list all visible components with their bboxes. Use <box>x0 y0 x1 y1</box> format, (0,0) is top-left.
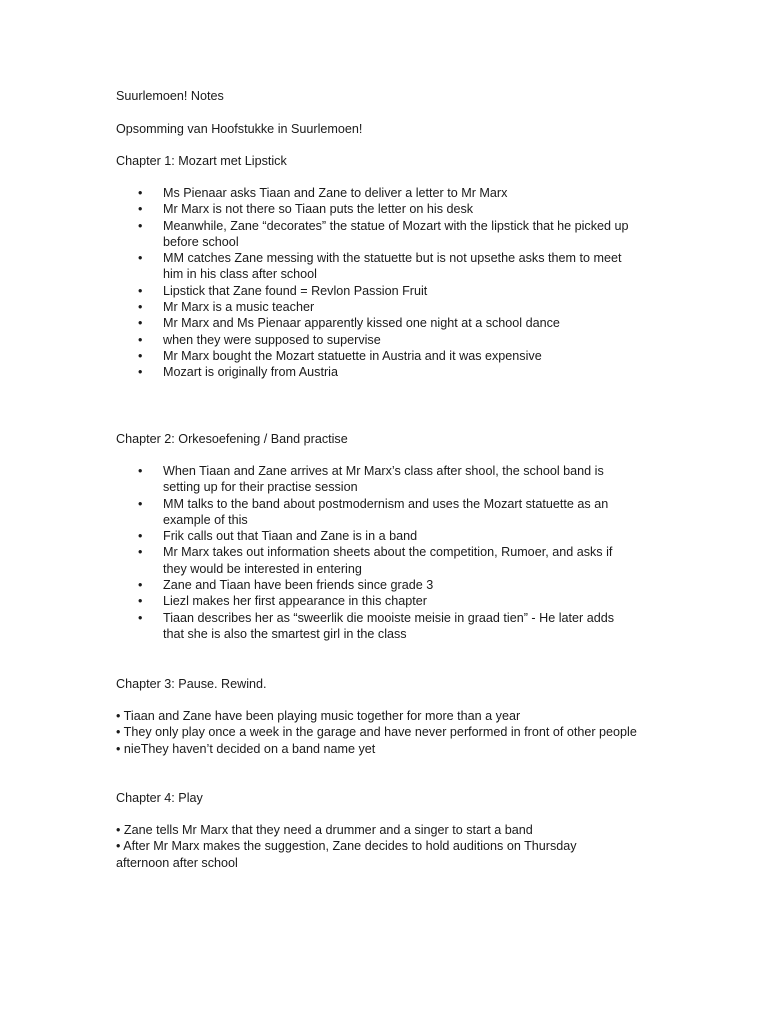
list-item: • Mr Marx bought the Mozart statuette in Austria and it was expensive <box>116 348 636 364</box>
chapter-1-heading: Chapter 1: Mozart met Lipstick <box>116 154 287 168</box>
chapter-2-list <box>116 463 636 642</box>
chapter-1-list <box>116 185 636 381</box>
list-item: • Mr Marx takes out information sheets about the competition, Rumoer, and asks if they would be interested in entering <box>116 544 636 577</box>
list-item: • Lipstick that Zane found = Revlon Passion Fruit <box>116 283 636 299</box>
list-item: • Ms Pienaar asks Tiaan and Zane to deliver a letter to Mr Marx <box>116 185 636 201</box>
list-item: • They only play once a week in the garage and have never performed in front of other people <box>116 725 637 740</box>
list-item: • Mr Marx and Ms Pienaar apparently kissed one night at a school dance <box>116 315 636 331</box>
list-item: • After Mr Marx makes the suggestion, Zane decides to hold auditions on Thursday afternoon after school <box>116 839 577 870</box>
list-item: • MM catches Zane messing with the statuette but is not upsethe asks them to meet him in his class after school <box>116 250 636 283</box>
list-item: • Mr Marx is not there so Tiaan puts the letter on his desk <box>116 201 636 217</box>
list-item: • Frik calls out that Tiaan and Zane is in a band <box>116 528 636 544</box>
list-item: • Mozart is originally from Austria <box>116 364 636 380</box>
list-item: • MM talks to the band about postmodernism and uses the Mozart statuette as an example of this <box>116 496 636 529</box>
list-item: • Zane tells Mr Marx that they need a drummer and a singer to start a band <box>116 823 533 837</box>
list-item: • Tiaan and Zane have been playing music together for more than a year <box>116 709 521 723</box>
chapter-4-heading: Chapter 4: Play <box>116 791 203 805</box>
list-item: • When Tiaan and Zane arrives at Mr Marx’s class after shool, the school band is setting up for their practise session <box>116 463 636 496</box>
list-item: • Tiaan describes her as “sweerlik die mooiste meisie in graad tien” - He later adds that she is also the smartest girl in the class <box>116 610 636 643</box>
document-title: Suurlemoen! Notes <box>116 89 224 103</box>
chapter-4-list <box>116 822 606 871</box>
list-item: • Liezl makes her first appearance in this chapter <box>116 593 636 609</box>
chapter-2-heading: Chapter 2: Orkesoefening / Band practise <box>116 432 348 446</box>
chapter-3-heading: Chapter 3: Pause. Rewind. <box>116 677 267 691</box>
document-subtitle: Opsomming van Hoofstukke in Suurlemoen! <box>116 122 363 136</box>
list-item: • Mr Marx is a music teacher <box>116 299 636 315</box>
chapter-3-list <box>116 708 676 757</box>
list-item: • Meanwhile, Zane “decorates” the statue of Mozart with the lipstick that he picked up before school <box>116 218 636 251</box>
list-item: • nieThey haven’t decided on a band name yet <box>116 741 376 756</box>
list-item: • when they were supposed to supervise <box>116 332 636 348</box>
list-item: • Zane and Tiaan have been friends since grade 3 <box>116 577 636 593</box>
